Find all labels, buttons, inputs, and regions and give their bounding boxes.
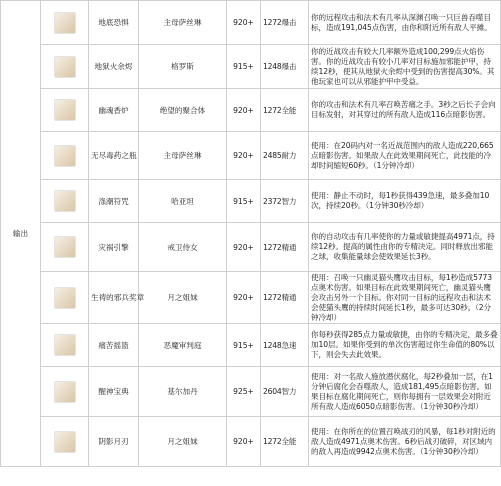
item-name: 无尽毒药之瓶 [89,132,139,180]
item-level: 920+ [227,89,261,132]
table-row [1,89,501,132]
item-icon-cell [41,272,89,324]
item-description: 你的远程攻击和法术有几率从深渊召唤一只巨兽吞噬目标，造成191,045点伤害，由你和附近所有敌人平摊。 [311,12,492,32]
item-stat: 1272精通 [261,272,309,324]
item-icon-cell [41,324,89,367]
boss-name: 主母萨丝琳 [139,132,227,180]
item-stat: 1272精通 [261,223,309,272]
item-icon [54,190,76,212]
item-icon [54,145,76,167]
item-level: 920+ [227,223,261,272]
item-icon-cell [41,417,89,467]
item-stat: 1248急速 [261,324,309,367]
item-icon-cell [41,367,89,417]
table-row [1,417,501,467]
item-description-cell [309,1,501,45]
item-level: 915+ [227,45,261,89]
table-row [1,272,501,324]
item-icon [54,236,76,258]
item-description: 你每秒获得285点力量或敏捷，由你的专精决定，最多叠加10层。如果你受到的单次伤害超过你生命值的80%以下，则会失去此效果。 [311,330,498,359]
item-icon-cell [41,89,89,132]
item-description: 使用：对一名敌人施放潜伏腐化，每2秒叠加一层，在1分钟后腐化会吞噬敌人，造成181,495点暗影伤害。如果目标在腐化期间死亡，则你每拥有一层效果会对附近所有敌人造成6050点暗影伤害。（1分钟30秒冷却） [311,371,493,411]
item-name: 痛苦摇篮 [89,324,139,367]
item-name: 醒神宝典 [89,367,139,417]
item-description-cell [309,223,501,272]
item-description: 你的攻击和法术有几率召唤苦痛之手。3秒之后长子会向目标发射，对其穿过的所有敌人造成116点暗影伤害。 [311,100,496,119]
item-description-cell [309,417,501,467]
boss-name: 主母萨丝琳 [139,1,227,45]
item-icon [54,99,76,121]
item-description-cell [309,45,501,89]
item-stat: 1272全能 [261,89,309,132]
item-stat: 2604智力 [261,367,309,417]
item-icon [54,431,76,453]
item-icon [54,381,76,403]
boss-name: 恶魔审判庭 [139,324,227,367]
item-name: 生祷的邪兵奖章 [89,272,139,324]
table-row [1,324,501,367]
item-level: 920+ [227,272,261,324]
table-row [1,180,501,223]
item-icon [54,56,76,78]
gear-table-body [1,1,501,467]
role-label: 输出 [1,1,41,467]
item-level: 915+ [227,180,261,223]
item-icon-cell [41,223,89,272]
item-description: 使用：在20码内对一名近战范围内的敌人造成220,665点暗影伤害。如果敌人在此效果期间死亡，此技能的冷却时间缩短60秒。（1分钟冷却） [311,140,494,170]
item-name: 地底恐惧 [89,1,139,45]
item-stat: 1272爆击 [261,1,309,45]
item-description-cell [309,272,501,324]
item-name: 阴影月刃 [89,417,139,467]
item-level: 920+ [227,417,261,467]
item-name: 灾祸引擎 [89,223,139,272]
item-description-cell [309,89,501,132]
item-name: 地狱火余烬 [89,45,139,89]
item-stat: 1248爆击 [261,45,309,89]
table-row [1,1,501,45]
item-level: 925+ [227,367,261,417]
item-description: 你的自动攻击有几率使你的力量或敏捷提高4971点，持续12秒。提高的属性由你的专精决定。同时释放出邪能之球，收集能量球会使效果延长3秒。 [311,232,495,261]
item-icon-cell [41,45,89,89]
item-description-cell [309,180,501,223]
item-description: 使用：在你所在的位置召唤战刃的风暴，每1秒对附近的敌人造成4971点奥术伤害。6秒后战刃破碎，对区域内的敌人再造成9942点奥术伤害。（1分钟30秒冷却） [311,426,496,456]
item-level: 920+ [227,1,261,45]
item-icon-cell [41,1,89,45]
item-icon-cell [41,132,89,180]
item-description-cell [309,324,501,367]
table-row [1,132,501,180]
item-description-cell [309,367,501,417]
item-level: 915+ [227,324,261,367]
boss-name: 绝望的聚合体 [139,89,227,132]
item-description: 你的近战攻击有较大几率额外造成100,299点火焰伤害。你的近战攻击有较小几率对目标施加邪能护甲，持续12秒，使其从地狱火余烬中受到的伤害提高30%。其他玩家也可以从邪能护甲中受益。 [311,46,495,86]
item-description: 使用：静止不动时，每1秒获得439急速，最多叠加10次，持续20秒。（1分钟30秒冷却） [311,191,490,210]
boss-name: 月之姐妹 [139,272,227,324]
item-description-cell [309,132,501,180]
boss-name: 基尔加丹 [139,367,227,417]
item-icon [54,334,76,356]
table-row [1,223,501,272]
item-icon-cell [41,180,89,223]
boss-name: 哈亚坦 [139,180,227,223]
boss-name: 格罗斯 [139,45,227,89]
item-stat: 2372智力 [261,180,309,223]
boss-name: 戒卫侍女 [139,223,227,272]
item-level: 920+ [227,132,261,180]
item-stat: 2485耐力 [261,132,309,180]
table-row [1,367,501,417]
item-icon [54,12,76,34]
boss-name: 月之姐妹 [139,417,227,467]
item-icon [54,287,76,309]
table-row [1,45,501,89]
item-name: 幽魂香炉 [89,89,139,132]
item-stat: 1272全能 [261,417,309,467]
item-name: 涤潮符咒 [89,180,139,223]
item-description: 使用：召唤一只幽灵猫头鹰攻击目标，每1秒造成5773点奥术伤害。如果目标在此效果期间死亡，幽灵猫头鹰会攻击另外一个目标。你对同一目标的远程攻击和法术会使猫头鹰的持续时间延长1秒，最多可达30秒。（2分钟冷却） [311,272,493,322]
